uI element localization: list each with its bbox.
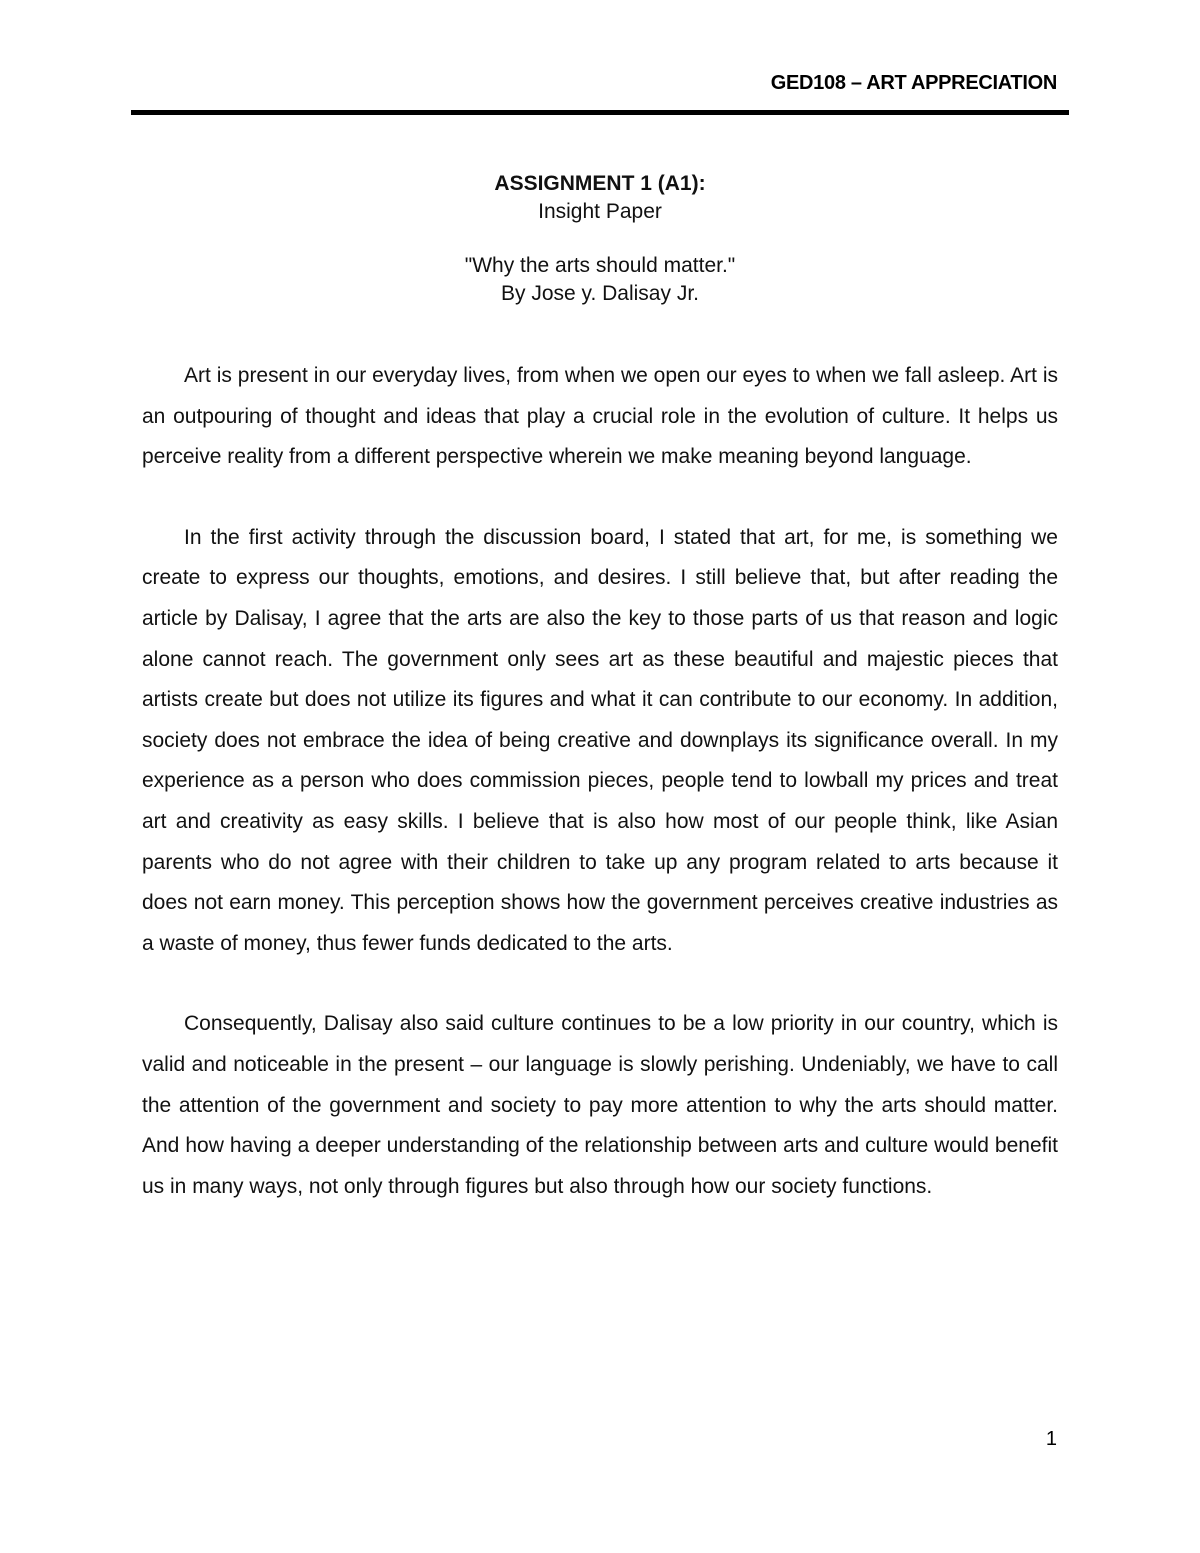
header-divider <box>131 110 1069 115</box>
course-header: GED108 – ART APPRECIATION <box>770 72 1057 94</box>
article-title: "Why the arts should matter." <box>464 254 736 277</box>
page-number: 1 <box>1045 1428 1057 1450</box>
title-block <box>131 170 1069 308</box>
paragraph-3: Consequently, Dalisay also said culture continues to be a low priority in our country, which is valid and noticeable in the present – our language is slowly perishing. Undeniably, we have to call the attention of the government and society to pay more attention to why the arts should matter. And how having a deeper understanding of the relationship between arts and culture would benefit us in many ways, not only through figures but also through how our society functions. <box>142 1012 1058 1198</box>
paper-subtitle: Insight Paper <box>538 200 662 223</box>
paragraph-1: Art is present in our everyday lives, from when we open our eyes to when we fall asleep. Art is an outpouring of thought and ideas that play a crucial role in the evolution of culture. It helps us perceive reality from a different perspective wherein we make meaning beyond language. <box>142 364 1058 469</box>
body-text <box>142 356 1058 1247</box>
assignment-title: ASSIGNMENT 1 (A1): <box>494 172 706 195</box>
article-author: By Jose y. Dalisay Jr. <box>500 282 699 305</box>
paragraph-2: In the first activity through the discussion board, I stated that art, for me, is something we create to express our thoughts, emotions, and desires. I still believe that, but after reading the article by Dalisay, I agree that the arts are also the key to those parts of us that reason and logic alone cannot reach. The government only sees art as these beautiful and majestic pieces that artists create but does not utilize its figures and what it can contribute to our economy. In addition, society does not embrace the idea of being creative and downplays its significance overall. In my experience as a person who does commission pieces, people tend to lowball my prices and treat art and creativity as easy skills. I believe that is also how most of our people think, like Asian parents who do not agree with their children to take up any program related to arts because it does not earn money. This perception shows how the government perceives creative industries as a waste of money, thus fewer funds dedicated to the arts. <box>142 525 1058 955</box>
